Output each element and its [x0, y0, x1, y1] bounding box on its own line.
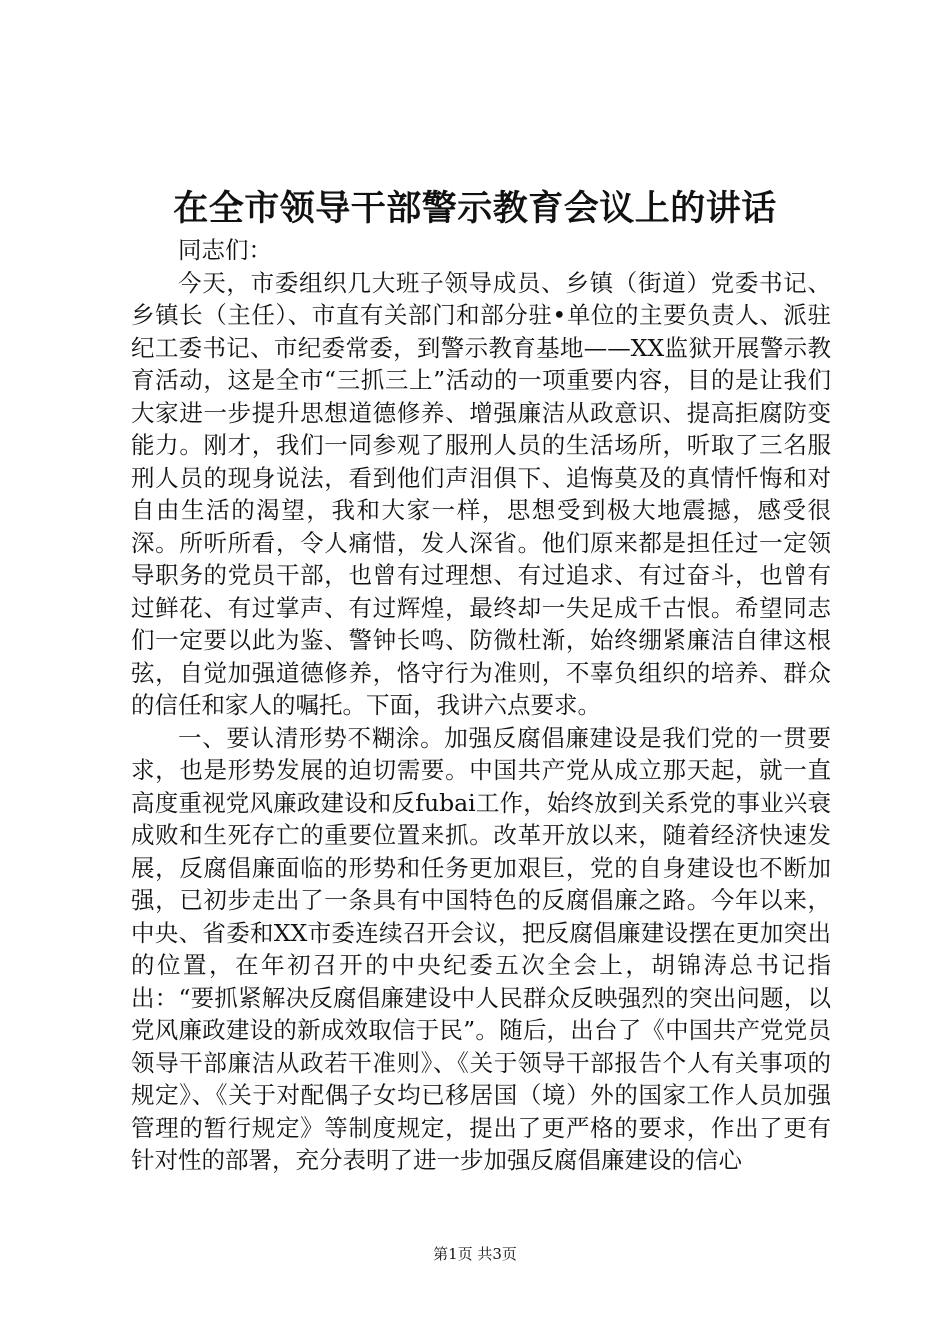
document-body — [131, 234, 831, 1177]
paragraph-point-one: 一、要认清形势不糊涂。加强反腐倡廉建设是我们党的一贯要求，也是形势发展的迫切需要。中国共产党从成立那天起，就一直高度重视党风廉政建设和反fubai工作，始终放到关系党的事业兴衰成败和生死存亡的重要位置来抓。改革开放以来，随着经济快速发展，反腐倡廉面临的形势和任务更加艰巨，党的自身建设也不断加强，已初步走出了一条具有中国特色的反腐倡廉之路。今年以来，中央、省委和XX市委连续召开会议，把反腐倡廉建设摆在更加突出的位置，在年初召开的中央纪委五次全会上，胡锦涛总书记指出：“要抓紧解决反腐倡廉建设中人民群众反映强烈的突出问题，以党风廉政建设的新成效取信于民”。随后，出台了《中国共产党党员领导干部廉洁从政若干准则》、《关于领导干部报告个人有关事项的规定》、《关于对配偶子女均已移居国（境）外的国家工作人员加强管理的暂行规定》等制度规定，提出了更严格的要求，作出了更有针对性的部署，充分表明了进一步加强反腐倡廉建设的信心 — [131, 723, 831, 1174]
document-title: 在全市领导干部警示教育会议上的讲话 — [173, 188, 777, 229]
salutation: 同志们： — [178, 236, 272, 264]
page-number-footer: 第1页 共3页 — [433, 1245, 517, 1263]
paragraph-intro: 今天，市委组织几大班子领导成员、乡镇（街道）党委书记、乡镇长（主任）、市直有关部门和部分驻•单位的主要负责人、派驻纪工委书记、市纪委常委，到警示教育基地——XX监狱开展警示教育活动，这是全市“三抓三上”活动的一项重要内容，目的是让我们大家进一步提升思想道德修养、增强廉洁从政意识、提高拒腐防变能力。刚才，我们一同参观了服刑人员的生活场所，听取了三名服刑人员的现身说法，看到他们声泪俱下、追悔莫及的真情忏悔和对自由生活的渴望，我和大家一样，思想受到极大地震撼，感受很深。所听所看，令人痛惜，发人深省。他们原来都是担任过一定领导职务的党员干部，也曾有过理想、有过追求、有过奋斗，也曾有过鲜花、有过掌声、有过辉煌，最终却一失足成千古恨。希望同志们一定要以此为鉴、警钟长鸣、防微杜渐，始终绷紧廉洁自律这根弦，自觉加强道德修养，恪守行为准则，不辜负组织的培养、群众的信任和家人的嘱托。下面，我讲六点要求。 — [131, 268, 831, 719]
